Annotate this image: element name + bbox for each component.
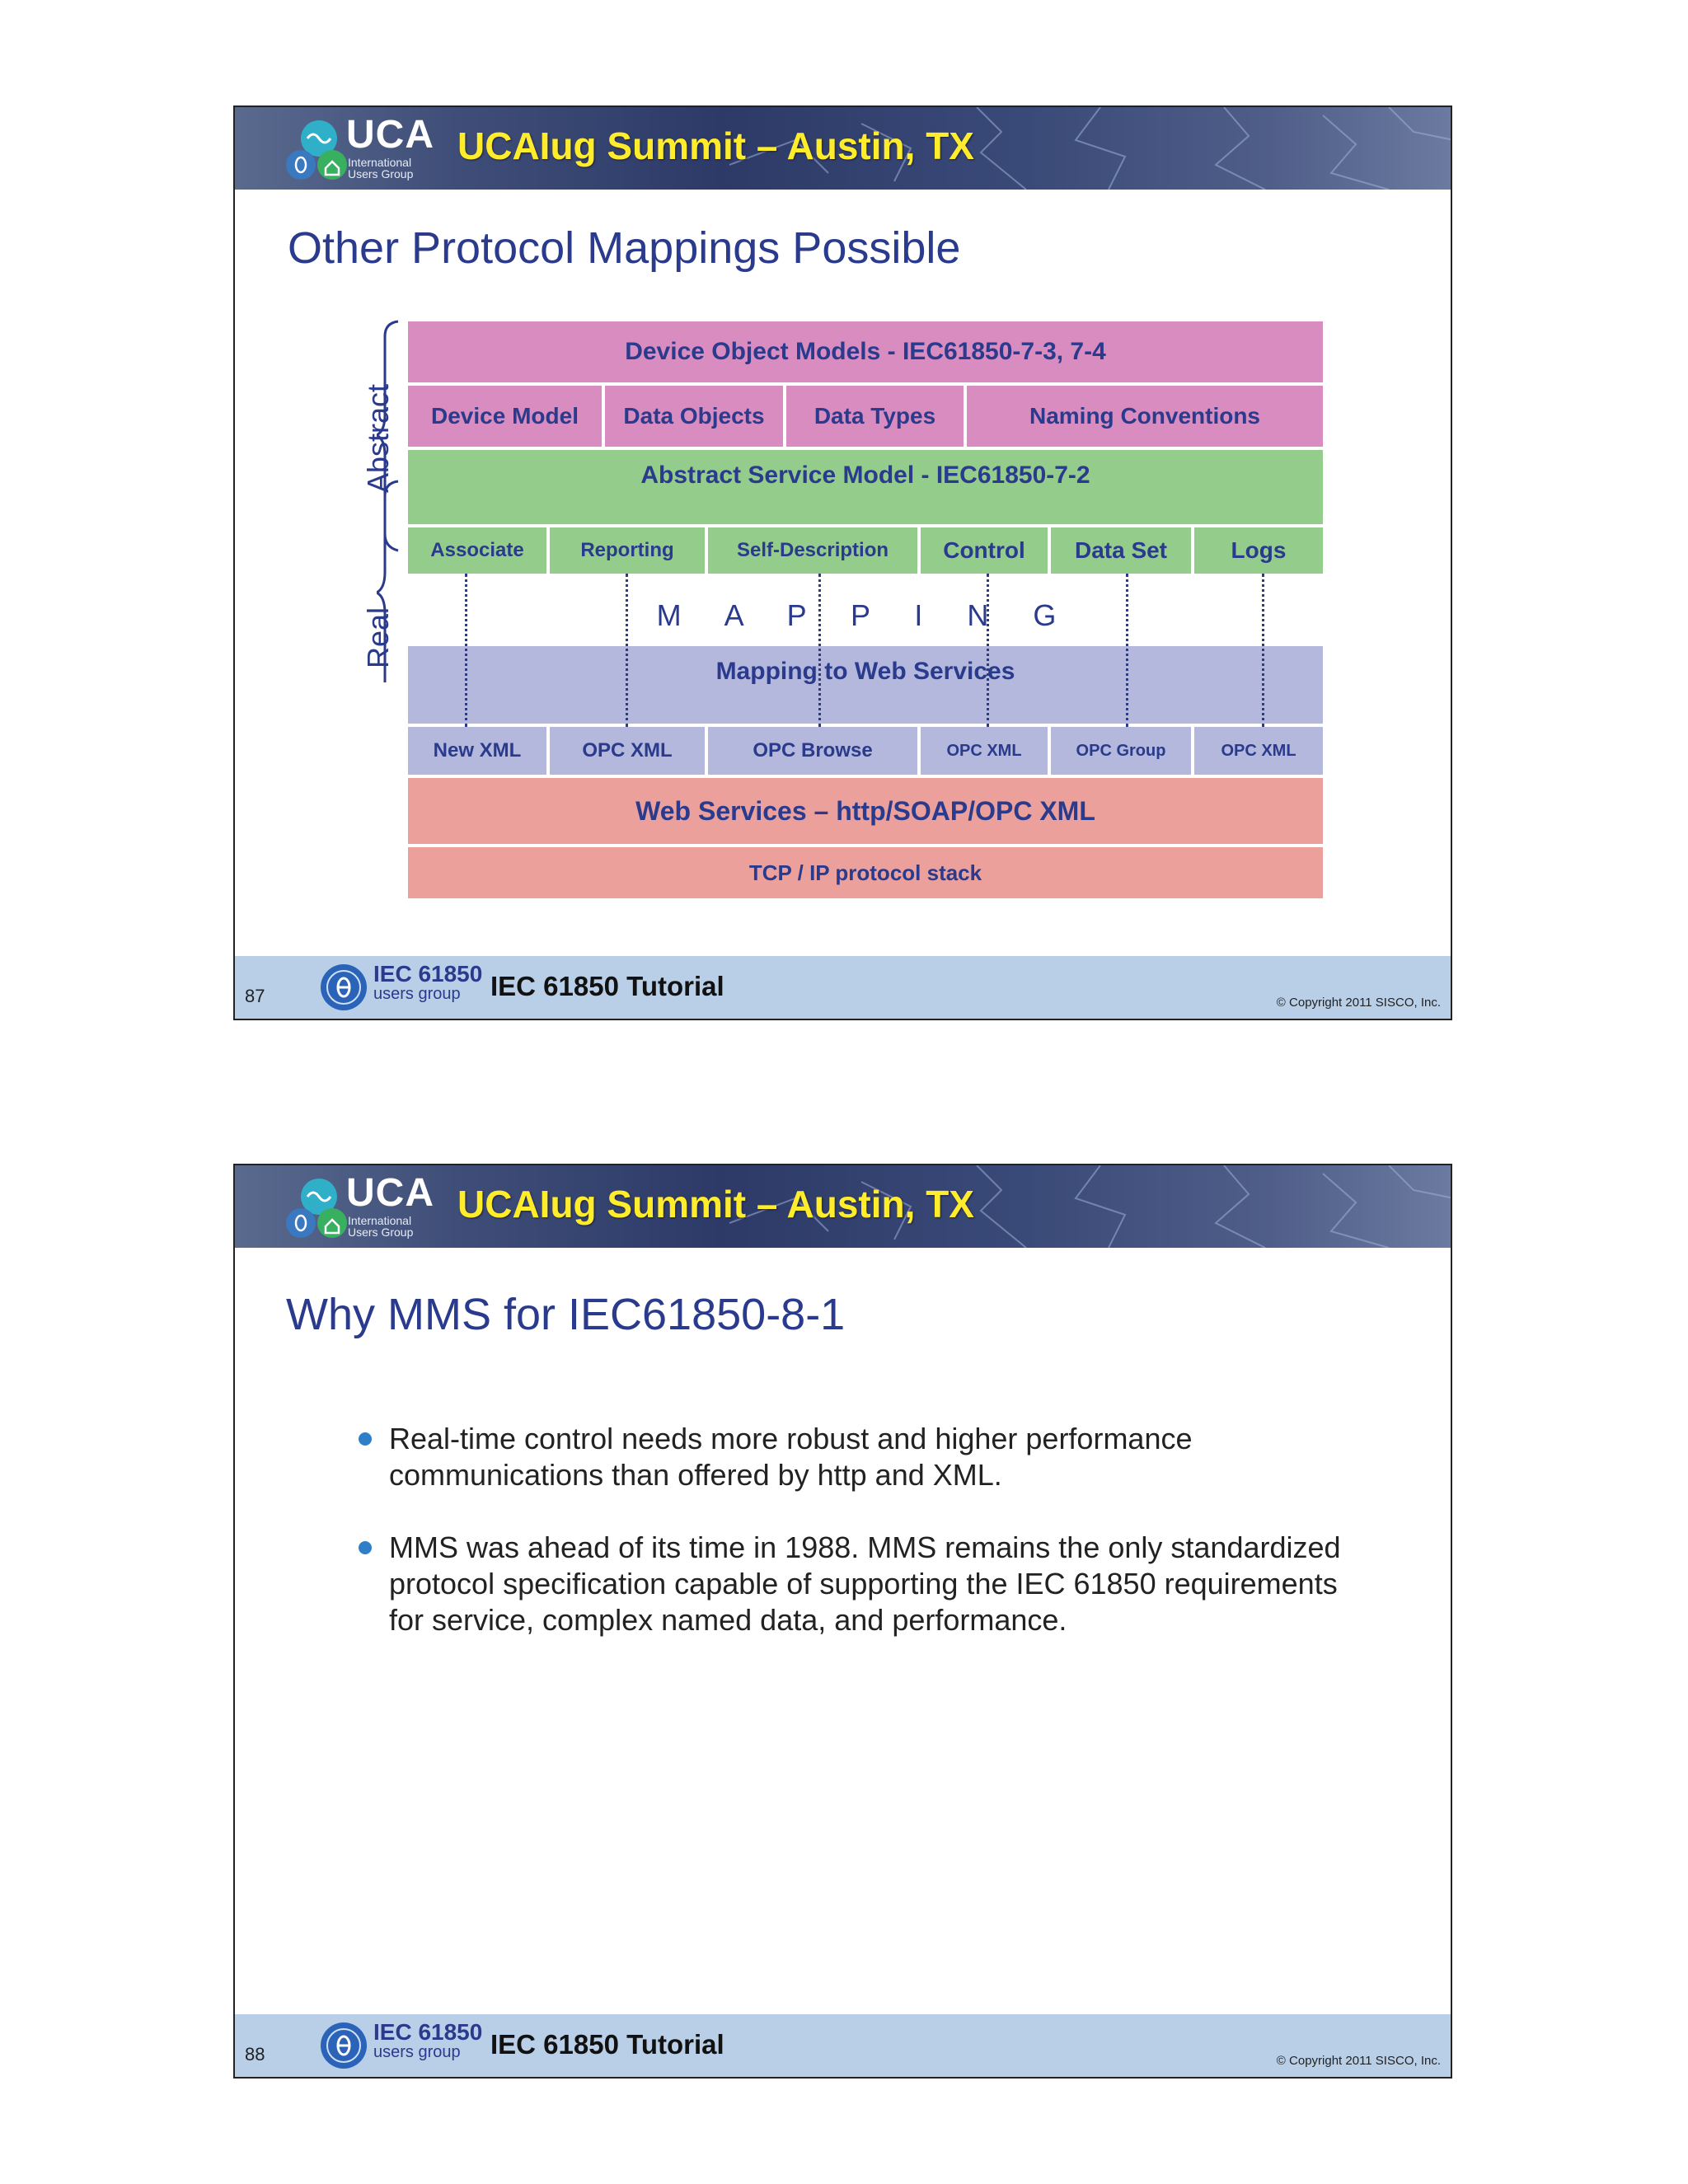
opc-xml-block: OPC XML bbox=[550, 727, 705, 775]
slide-88 bbox=[233, 1164, 1452, 2079]
bullet-text bbox=[389, 1421, 1348, 1493]
mapping-line bbox=[818, 574, 821, 727]
bullet-dot-icon bbox=[359, 1432, 372, 1446]
opc-group-block: OPC Group bbox=[1051, 727, 1191, 775]
device-model-block: Device Model bbox=[408, 386, 602, 447]
slide-87 bbox=[233, 105, 1452, 1020]
footer-title: IEC 61850 Tutorial bbox=[490, 2029, 724, 2060]
naming-conventions-block: Naming Conventions bbox=[967, 386, 1323, 447]
self-description-block: Self-Description bbox=[708, 527, 917, 574]
bullet-text bbox=[389, 1530, 1348, 1638]
footer-title: IEC 61850 Tutorial bbox=[490, 971, 724, 1001]
page-number: 87 bbox=[245, 986, 265, 1006]
header-band bbox=[235, 1165, 1451, 1248]
real-label: Real bbox=[361, 607, 395, 669]
uca-logo-sub-line: International bbox=[348, 156, 412, 169]
mapping-line bbox=[1262, 574, 1264, 727]
uca-logo-sub-line: Users Group bbox=[348, 167, 414, 180]
page-number: 88 bbox=[245, 2044, 265, 2064]
slide-title: Why MMS for IEC61850-8-1 bbox=[286, 1290, 846, 1339]
mapping-line bbox=[987, 574, 989, 727]
bullet-line: MMS was ahead of its time in 1988. MMS remains the only standardized bbox=[389, 1530, 1341, 1564]
new-xml-block: New XML bbox=[408, 727, 546, 775]
web-services-block: Web Services – http/SOAP/OPC XML bbox=[408, 778, 1323, 844]
abstract-label: Abstract bbox=[361, 383, 395, 494]
copyright: © Copyright 2011 SISCO, Inc. bbox=[1276, 2054, 1441, 2068]
link-circle-icon bbox=[286, 1208, 316, 1238]
data-objects-block: Data Objects bbox=[605, 386, 783, 447]
reporting-block: Reporting bbox=[550, 527, 705, 574]
footer-band bbox=[235, 956, 1451, 1019]
slide-title: Other Protocol Mappings Possible bbox=[288, 223, 961, 273]
opc-xml-block: OPC XML bbox=[921, 727, 1048, 775]
abstract-service-model-block: Abstract Service Model - IEC61850-7-2 bbox=[408, 450, 1323, 524]
uca-logo-subtitle bbox=[348, 1215, 413, 1238]
bullet-line: communications than offered by http and XML. bbox=[389, 1458, 1002, 1492]
associate-block: Associate bbox=[408, 527, 546, 574]
data-set-block: Data Set bbox=[1051, 527, 1191, 574]
mapping-label: M A P P I N G bbox=[656, 598, 1075, 632]
bullet-item bbox=[359, 1421, 1348, 1493]
mapping-line bbox=[626, 574, 628, 727]
bullet-dot-icon bbox=[359, 1541, 372, 1554]
iec-logo-name: IEC 61850 bbox=[373, 961, 483, 987]
uca-logo-sub-line: International bbox=[348, 1214, 412, 1227]
iec-logo-name: IEC 61850 bbox=[373, 2019, 483, 2045]
iec-61850-logo-icon bbox=[319, 2021, 368, 2070]
mapping-line bbox=[465, 574, 467, 727]
bullet-item bbox=[359, 1530, 1348, 1638]
uca-logo-subtitle bbox=[348, 157, 413, 180]
bullet-line: protocol specification capable of supporting the IEC 61850 requirements bbox=[389, 1567, 1338, 1601]
copyright: © Copyright 2011 SISCO, Inc. bbox=[1276, 996, 1441, 1010]
iec-logo-subtitle: users group bbox=[373, 985, 461, 1003]
bullet-line: for service, complex named data, and performance. bbox=[389, 1603, 1067, 1637]
data-types-block: Data Types bbox=[786, 386, 964, 447]
link-circle-icon bbox=[286, 150, 316, 180]
header-band bbox=[235, 107, 1451, 190]
tcp-ip-stack-block: TCP / IP protocol stack bbox=[408, 847, 1323, 898]
control-block: Control bbox=[921, 527, 1048, 574]
device-object-models-block: Device Object Models - IEC61850-7-3, 7-4 bbox=[408, 321, 1323, 382]
iec-61850-logo-icon bbox=[319, 963, 368, 1012]
opc-xml-block: OPC XML bbox=[1194, 727, 1323, 775]
logs-block: Logs bbox=[1194, 527, 1323, 574]
header-title: UCAIug Summit – Austin, TX bbox=[457, 1183, 974, 1226]
uca-logo-text: UCA bbox=[346, 1171, 434, 1215]
bullet-line: Real-time control needs more robust and higher performance bbox=[389, 1422, 1193, 1455]
mapping-to-web-services-block: Mapping to Web Services bbox=[408, 646, 1323, 724]
footer-band bbox=[235, 2014, 1451, 2077]
header-title: UCAIug Summit – Austin, TX bbox=[457, 124, 974, 167]
uca-logo-text: UCA bbox=[346, 113, 434, 157]
uca-logo-sub-line: Users Group bbox=[348, 1226, 414, 1239]
opc-browse-block: OPC Browse bbox=[708, 727, 917, 775]
iec-logo-subtitle: users group bbox=[373, 2043, 461, 2061]
mapping-line bbox=[1126, 574, 1128, 727]
